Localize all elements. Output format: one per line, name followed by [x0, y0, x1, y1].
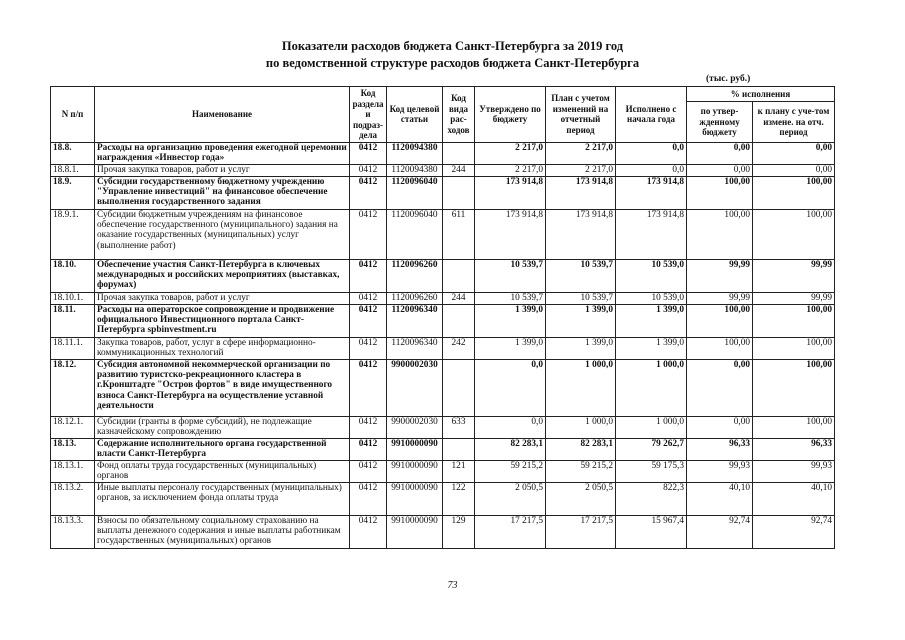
cell-num: 18.12.1.: [51, 416, 95, 438]
cell-num: 18.13.3.: [51, 515, 95, 548]
cell-target: 9910000090: [387, 482, 443, 515]
table-row: [51, 176, 835, 209]
cell-num: 18.11.1.: [51, 337, 95, 359]
cell-approved: 2 217,0: [475, 164, 546, 176]
cell-type: 611: [443, 209, 475, 259]
cell-plan: 2 050,5: [546, 482, 616, 515]
cell-approved: 82 283,1: [475, 438, 546, 460]
cell-plan: 10 539,7: [546, 259, 616, 292]
cell-type: 244: [443, 164, 475, 176]
cell-type: 244: [443, 292, 475, 304]
cell-executed: 1 000,0: [616, 416, 687, 438]
cell-num: 18.12.: [51, 359, 95, 416]
cell-pct-plan: 100,00: [753, 359, 835, 416]
cell-name: Закупка товаров, работ, услуг в сфере информационно-коммуникационных технологий: [95, 337, 350, 359]
table-row: [51, 416, 835, 438]
cell-executed: 10 539,0: [616, 292, 687, 304]
table-row: [51, 438, 835, 460]
table-row: [51, 460, 835, 482]
page-number: 73: [447, 580, 458, 591]
cell-executed: 0,0: [616, 142, 687, 164]
cell-pct-approved: 40,10: [687, 482, 753, 515]
table-row: [51, 292, 835, 304]
cell-approved: 10 539,7: [475, 259, 546, 292]
cell-name: Прочая закупка товаров, работ и услуг: [95, 164, 350, 176]
cell-approved: 10 539,7: [475, 292, 546, 304]
units-label: (тыс. руб.): [706, 74, 751, 84]
cell-executed: 59 175,3: [616, 460, 687, 482]
cell-pct-approved: 99,99: [687, 292, 753, 304]
cell-name: Иные выплаты персоналу государственных (муниципальных) органов, за исключением фонда оплаты труда: [95, 482, 350, 515]
header-section-code: Код раздела и подраз-дела: [350, 87, 387, 143]
cell-executed: 15 967,4: [616, 515, 687, 548]
cell-target: 1120094380: [387, 142, 443, 164]
table-row: [51, 515, 835, 548]
cell-num: 18.9.: [51, 176, 95, 209]
cell-section: 0412: [350, 292, 387, 304]
cell-pct-approved: 0,00: [687, 164, 753, 176]
cell-name: Обеспечение участия Санкт-Петербурга в ключевых международных и российских мероприятиях (выставках, форумах): [95, 259, 350, 292]
cell-plan: 2 217,0: [546, 142, 616, 164]
cell-executed: 822,3: [616, 482, 687, 515]
table-row: [51, 142, 835, 164]
cell-section: 0412: [350, 304, 387, 337]
cell-executed: 173 914,8: [616, 176, 687, 209]
cell-plan: 1 399,0: [546, 337, 616, 359]
cell-type: [443, 176, 475, 209]
cell-approved: 0,0: [475, 416, 546, 438]
budget-table: [50, 86, 835, 549]
cell-section: 0412: [350, 176, 387, 209]
cell-pct-approved: 0,00: [687, 359, 753, 416]
cell-plan: 10 539,7: [546, 292, 616, 304]
cell-name: Субсидии бюджетным учреждениям на финансовое обеспечение государственного (муниципального) задания на оказание государственных (муниципальных) услуг (выполнение работ): [95, 209, 350, 259]
table-row: [51, 359, 835, 416]
cell-section: 0412: [350, 416, 387, 438]
cell-type: 122: [443, 482, 475, 515]
table-row: [51, 304, 835, 337]
cell-num: 18.13.2.: [51, 482, 95, 515]
header-num: N п/п: [51, 87, 95, 143]
cell-section: 0412: [350, 164, 387, 176]
cell-pct-plan: 0,00: [753, 164, 835, 176]
cell-plan: 17 217,5: [546, 515, 616, 548]
cell-type: [443, 304, 475, 337]
cell-section: 0412: [350, 460, 387, 482]
cell-approved: 1 399,0: [475, 304, 546, 337]
cell-target: 1120096340: [387, 304, 443, 337]
header-target-code: Код целевой статьи: [387, 87, 443, 143]
cell-num: 18.11.: [51, 304, 95, 337]
cell-target: 1120096340: [387, 337, 443, 359]
header-name: Наименование: [95, 87, 350, 143]
cell-approved: 2 050,5: [475, 482, 546, 515]
cell-target: 9910000090: [387, 515, 443, 548]
cell-target: 1120096040: [387, 176, 443, 209]
cell-plan: 1 000,0: [546, 359, 616, 416]
cell-pct-plan: 100,00: [753, 209, 835, 259]
cell-plan: 1 399,0: [546, 304, 616, 337]
cell-approved: 2 217,0: [475, 142, 546, 164]
cell-name: Субсидия автономной некоммерческой организации по развитию туристско-рекреационного кластера в г.Кронштадте "Остров фортов" в виде имущественного взноса Санкт-Петербурга на осуществление уставной деятельности: [95, 359, 350, 416]
cell-pct-approved: 99,99: [687, 259, 753, 292]
cell-name: Взносы по обязательному социальному страхованию на выплаты денежного содержания и иные выплаты работникам государственных (муниципальных) органов: [95, 515, 350, 548]
cell-pct-plan: 100,00: [753, 176, 835, 209]
cell-num: 18.8.: [51, 142, 95, 164]
header-approved: Утверждено по бюджету: [475, 87, 546, 143]
table-body: [51, 142, 835, 548]
cell-pct-plan: 99,99: [753, 259, 835, 292]
cell-target: 1120096260: [387, 259, 443, 292]
cell-pct-approved: 96,33: [687, 438, 753, 460]
cell-plan: 59 215,2: [546, 460, 616, 482]
header-executed: Исполнено с начала года: [616, 87, 687, 143]
cell-pct-plan: 96,33: [753, 438, 835, 460]
cell-executed: 1 399,0: [616, 337, 687, 359]
cell-target: 9910000090: [387, 438, 443, 460]
cell-plan: 173 914,8: [546, 176, 616, 209]
cell-pct-plan: 100,00: [753, 416, 835, 438]
cell-num: 18.13.: [51, 438, 95, 460]
cell-pct-approved: 0,00: [687, 142, 753, 164]
cell-section: 0412: [350, 359, 387, 416]
page-title: Показатели расходов бюджета Санкт-Петербурга за 2019 год: [281, 39, 624, 53]
cell-type: 242: [443, 337, 475, 359]
cell-pct-plan: 100,00: [753, 337, 835, 359]
cell-pct-approved: 0,00: [687, 416, 753, 438]
cell-target: 9910000090: [387, 460, 443, 482]
cell-pct-plan: 40,10: [753, 482, 835, 515]
cell-plan: 82 283,1: [546, 438, 616, 460]
cell-executed: 79 262,7: [616, 438, 687, 460]
cell-pct-plan: 92,74: [753, 515, 835, 548]
cell-num: 18.13.1.: [51, 460, 95, 482]
cell-approved: 17 217,5: [475, 515, 546, 548]
cell-plan: 2 217,0: [546, 164, 616, 176]
header-pct-plan: к плану с уче-том измене. на отч. период: [753, 102, 835, 142]
cell-name: Содержание исполнительного органа государственной власти Санкт-Петербурга: [95, 438, 350, 460]
cell-num: 18.9.1.: [51, 209, 95, 259]
header-pct-approved: по утвер-жденному бюджету: [687, 102, 753, 142]
cell-name: Субсидии (гранты в форме субсидий), не подлежащие казначейскому сопровождению: [95, 416, 350, 438]
cell-executed: 10 539,0: [616, 259, 687, 292]
cell-type: [443, 142, 475, 164]
cell-pct-approved: 100,00: [687, 176, 753, 209]
cell-pct-plan: 0,00: [753, 142, 835, 164]
cell-section: 0412: [350, 337, 387, 359]
cell-executed: 1 000,0: [616, 359, 687, 416]
cell-section: 0412: [350, 482, 387, 515]
cell-pct-approved: 100,00: [687, 304, 753, 337]
cell-approved: 59 215,2: [475, 460, 546, 482]
cell-section: 0412: [350, 209, 387, 259]
cell-executed: 173 914,8: [616, 209, 687, 259]
cell-pct-approved: 100,00: [687, 209, 753, 259]
cell-target: 1120094380: [387, 164, 443, 176]
table-row: [51, 164, 835, 176]
cell-pct-plan: 100,00: [753, 304, 835, 337]
header-plan: План с учетом изменений на отчетный период: [546, 87, 616, 143]
cell-approved: 0,0: [475, 359, 546, 416]
header-pct: % исполнения: [687, 87, 835, 102]
cell-pct-approved: 100,00: [687, 337, 753, 359]
cell-name: Прочая закупка товаров, работ и услуг: [95, 292, 350, 304]
table-row: [51, 482, 835, 515]
header-type-code: Код вида рас-ходов: [443, 87, 475, 143]
cell-plan: 173 914,8: [546, 209, 616, 259]
cell-section: 0412: [350, 259, 387, 292]
cell-name: Фонд оплаты труда государственных (муниципальных) органов: [95, 460, 350, 482]
cell-num: 18.10.: [51, 259, 95, 292]
cell-type: 129: [443, 515, 475, 548]
cell-target: 1120096260: [387, 292, 443, 304]
cell-type: 121: [443, 460, 475, 482]
cell-name: Субсидии государственному бюджетному учреждению "Управление инвестиций" на финансовое обеспечение выполнения государственного задания: [95, 176, 350, 209]
cell-pct-plan: 99,93: [753, 460, 835, 482]
cell-type: [443, 438, 475, 460]
cell-name: Расходы на организацию проведения ежегодной церемонии награждения «Инвестор года»: [95, 142, 350, 164]
cell-plan: 1 000,0: [546, 416, 616, 438]
cell-pct-plan: 99,99: [753, 292, 835, 304]
cell-pct-approved: 92,74: [687, 515, 753, 548]
cell-section: 0412: [350, 438, 387, 460]
page-subtitle: по ведомственной структуре расходов бюджета Санкт-Петербурга: [265, 56, 640, 70]
cell-target: 9900002030: [387, 416, 443, 438]
cell-name: Расходы на операторское сопровождение и продвижение официального Инвестиционного портала Санкт-Петербурга spbinvestment.ru: [95, 304, 350, 337]
cell-approved: 173 914,8: [475, 176, 546, 209]
table-row: [51, 337, 835, 359]
cell-approved: 1 399,0: [475, 337, 546, 359]
table-row: [51, 209, 835, 259]
cell-section: 0412: [350, 515, 387, 548]
cell-type: 633: [443, 416, 475, 438]
cell-target: 1120096040: [387, 209, 443, 259]
cell-type: [443, 359, 475, 416]
cell-pct-approved: 99,93: [687, 460, 753, 482]
cell-approved: 173 914,8: [475, 209, 546, 259]
cell-executed: 0,0: [616, 164, 687, 176]
cell-executed: 1 399,0: [616, 304, 687, 337]
cell-type: [443, 259, 475, 292]
cell-num: 18.8.1.: [51, 164, 95, 176]
cell-target: 9900002030: [387, 359, 443, 416]
cell-num: 18.10.1.: [51, 292, 95, 304]
cell-section: 0412: [350, 142, 387, 164]
table-row: [51, 259, 835, 292]
